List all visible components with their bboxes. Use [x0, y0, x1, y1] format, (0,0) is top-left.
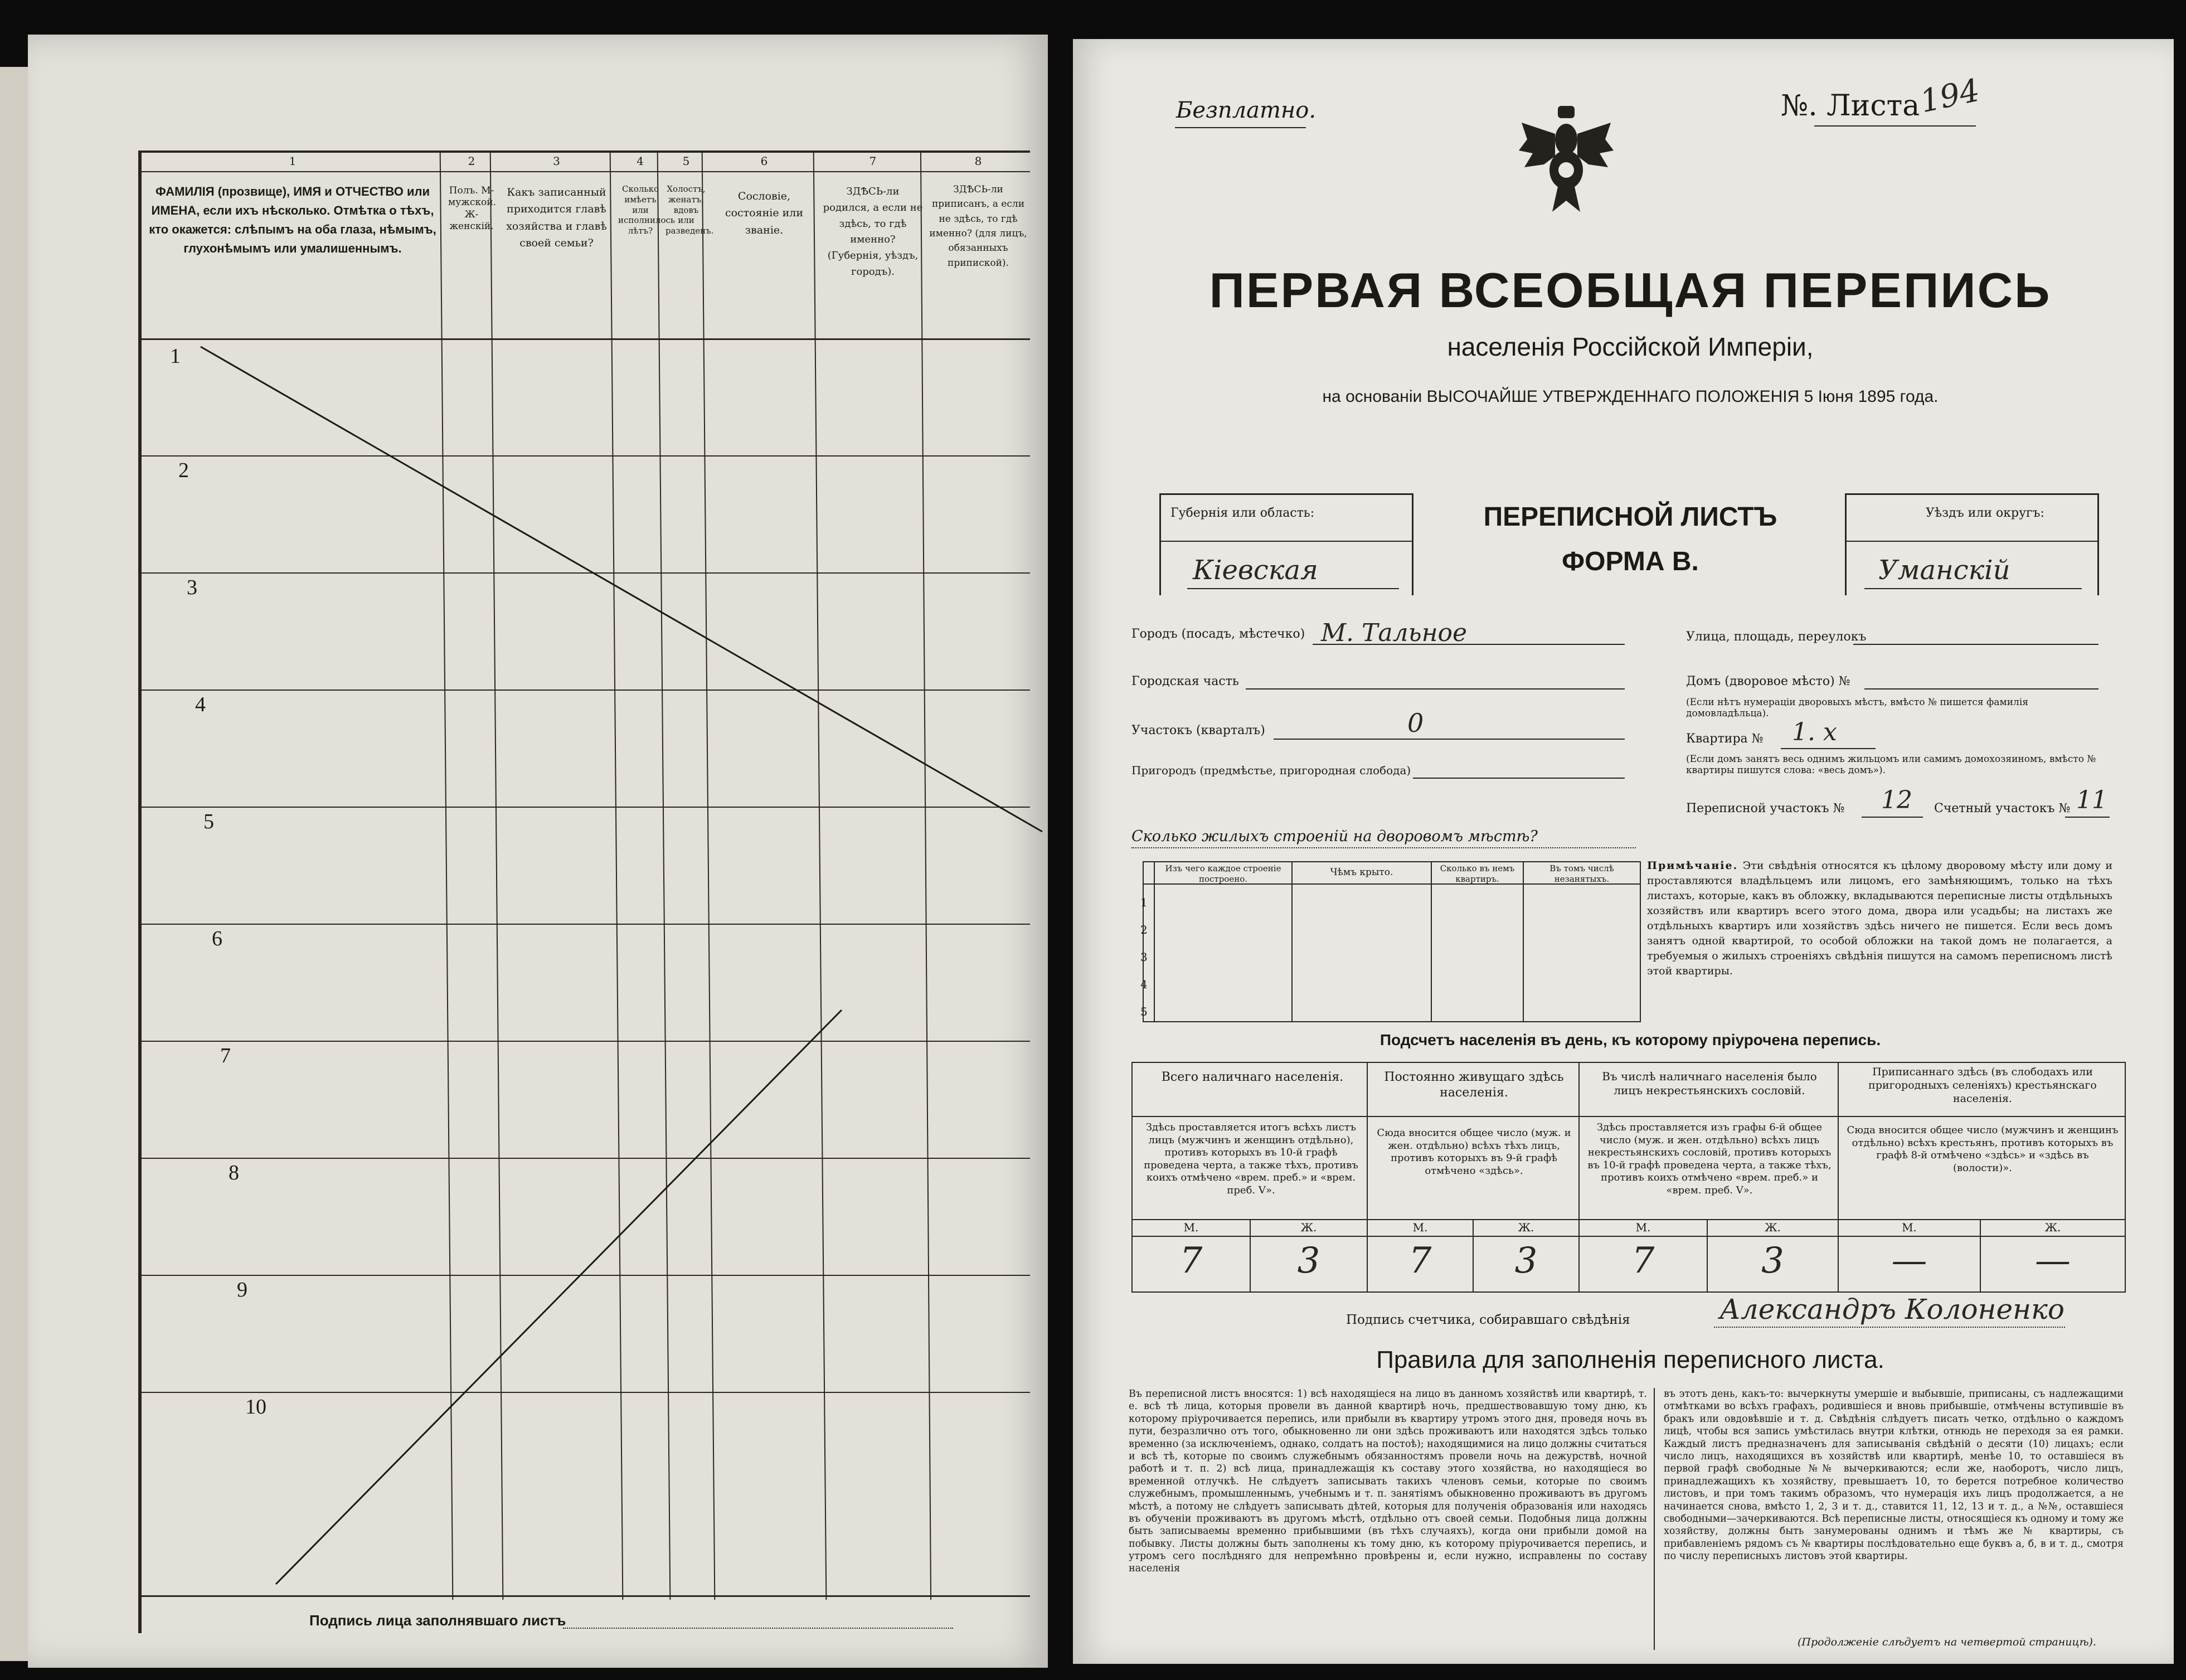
- population-value-non-peasant-female: 3: [1761, 1240, 1784, 1281]
- column-number: 1: [289, 154, 297, 168]
- column-number: 4: [637, 154, 644, 168]
- buildings-underline: [1131, 847, 1636, 848]
- province-separator: [1159, 541, 1413, 542]
- buildings-header-apartments: Сколько въ немъ квартиръ.: [1440, 863, 1515, 884]
- collector-signature: Александръ Колоненко: [1719, 1293, 2064, 1325]
- strike-through-lines: [28, 35, 1048, 1668]
- column-number: 7: [869, 154, 877, 168]
- population-title: Подсчетъ населенія въ день, къ которому пріурочена перепись.: [1379, 1031, 1881, 1048]
- rules-title: Правила для заполненія переписного листа.: [1376, 1346, 1884, 1373]
- plot-underline: [1274, 739, 1625, 740]
- street-label: Улица, площадь, переулокъ: [1686, 630, 1867, 644]
- buildings-header-roof: Чѣмъ крыто.: [1330, 867, 1393, 878]
- apartment-underline: [1781, 748, 1876, 749]
- plot-label: Участокъ (кварталъ): [1131, 724, 1265, 737]
- town-label: Городъ (посадъ, мѣстечко): [1131, 627, 1305, 641]
- town-underline: [1313, 644, 1625, 645]
- signature-label: Подпись лица заполнявшаго листъ: [309, 1612, 566, 1629]
- population-value-peasant-female: —: [2035, 1240, 2071, 1281]
- count-district-label: Счетный участокъ №: [1934, 802, 2071, 815]
- house-label: Домъ (дворовое мѣсто) №: [1686, 674, 1850, 688]
- sex-label: Ж.: [1518, 1221, 1534, 1234]
- population-instruction: Здѣсь проставляется итогъ всѣхъ листъ лицъ (мужчинъ и женщинъ отдѣльно), противъ которыхъ въ 10-й графѣ проведена черта, а также тѣхъ, противъ коихъ отмѣчено «врем. преб.» и «врем. преб. V».: [1144, 1121, 1358, 1196]
- column-header-birthplace: ЗДѢСЬ-ли родился, а если не здѣсь, то гдѣ именно? (Губернія, уѣздъ, городъ).: [823, 186, 923, 278]
- buildings-row-number: 4: [1140, 978, 1148, 991]
- rules-left-column: Въ переписной листъ вносятся: 1) всѣ находящіеся на лицо въ данномъ хозяйствѣ или квартирѣ, т. е. всѣ тѣ лица, которыя провели въ данной квартирѣ ночь, предшествовавшую тому дню, къ которому пріурочивается перепись, или прибыли въ квартиру утромъ этого дня, проведя ночь въ пути, безразлично отъ того, обыкновенно ли они здѣсь проживаютъ или находятся здѣсь только временно (за исключеніемъ, однако, солдатъ на постоѣ); находящимися на лицо должны считаться и всѣ тѣ, которые по своимъ служебнымъ обязанностямъ провели ночь на дежурствѣ, ночной работѣ и т. п. 2) всѣ лица, принадлежащія къ составу этого хозяйства, но находящіеся во временной отлучкѣ. Не слѣдуетъ записывать такихъ членовъ семьи, которые по своимъ служебнымъ, промышленнымъ, учебнымъ и т. п. занятіямъ обыкновенно проживаютъ въ другомъ мѣстѣ, а потому не слѣдуетъ записывать дѣтей, которыя для полученія образованія или находясь въ обученіи проживаютъ въ другомъ мѣстѣ, отдѣльно отъ своей семьи. Подобныя лица должны быть записываемы временно прибывшими (въ тѣхъ случаяхъ), когда они прибыли домой на побывку. Листы должны быть заполнены къ тому дню, къ которому пріурочивается перепись, и утромъ сего послѣдняго для непремѣнно провѣрены и, если нужно, исправлены по составу населенія: [1129, 1388, 1647, 1575]
- note-text: Эти свѣдѣнія относятся къ цѣлому дворовому мѣсту или дому и проставляются владѣльцемъ или лицомъ, его замѣняющимъ, только на тѣхъ листахъ, которые, какъ въ обложку, вкладываются переписные листы отдѣльныхъ хозяйствъ или квартиръ всего этого дома, двора или усадьбы; на листахъ же отдѣльныхъ квартиръ или хозяйствъ здѣсь ничего не пишется. Если весь домъ занятъ одной квартирой, то особой обложки на такой домъ не полагается, а требуемыя о жилыхъ строеніяхъ свѣдѣнія пишутся на самомъ переписномъ листѣ этой квартиры.: [1647, 860, 2112, 977]
- province-value: Кіевская: [1193, 555, 1318, 586]
- column-header-registration: ЗДѢСЬ-ли приписанъ, а если не здѣсь, то гдѣ именно? (для лицъ, обязанныхъ припиской).: [929, 184, 1027, 269]
- buildings-note: [1647, 858, 2112, 979]
- column-number: 8: [974, 154, 982, 168]
- buildings-header-vacant: Въ томъ числѣ незанятыхъ.: [1549, 863, 1614, 884]
- count-district-underline: [2065, 817, 2110, 818]
- sex-label: М.: [1183, 1221, 1199, 1234]
- population-header-permanent: Постоянно живущаго здѣсь населенія.: [1384, 1070, 1564, 1100]
- suburb-underline: [1413, 778, 1625, 779]
- province-label: Губернія или область:: [1170, 506, 1315, 520]
- apartment-label: Квартира №: [1686, 732, 1764, 746]
- population-header-non-peasant: Въ числѣ наличнаго населенія было лицъ некрестьянскихъ сословій.: [1602, 1070, 1817, 1097]
- rules-divider: [1654, 1388, 1655, 1650]
- signature-line: [563, 1628, 953, 1629]
- town-value: М. Тальное: [1321, 619, 1468, 647]
- population-value-total-male: 7: [1179, 1240, 1203, 1281]
- note-title: Примѣчаніе.: [1647, 860, 1738, 872]
- page-title: ПЕРВАЯ ВСЕОБЩАЯ ПЕРЕПИСЬ: [1209, 263, 2052, 318]
- row-number: 7: [220, 1044, 231, 1067]
- free-underline: [1175, 127, 1306, 128]
- row-number: 5: [203, 810, 214, 833]
- census-district-label: Переписной участокъ №: [1686, 802, 1845, 815]
- left-page: [28, 35, 1048, 1668]
- rules-right-column: въ этотъ день, какъ-то: вычеркнуты умершіе и выбывшіе, приписаны, съ надлежащими отмѣтками во всѣхъ графахъ, родившіеся и вновь прибывшіе, отмѣчены вступившіе въ бракъ или овдовѣвшіе и т. д. Свѣдѣнія слѣдуетъ писать четко, отдѣльно о каждомъ лицѣ, чтобы вся запись умѣстилась внутри клѣтки, отнюдь не переходя за ея рамки. Каждый листъ предназначенъ для записыванія свѣдѣній о десяти (10) лицахъ; если число лицъ, находящихся въ хозяйствѣ или квартирѣ, менѣе 10, то оставшіеся въ первой графѣ свободные №№ вычеркиваются; если же, наоборотъ, число лицъ, принадлежащихъ къ хозяйству, превышаетъ 10, то берется потребное количество листовъ, и при томъ такимъ образомъ, что нумерація ихъ лицъ продолжается, а не начинается снова, вмѣсто 1, 2, 3 и т. д., ставится 11, 12, 13 и т. д., а №№, оставшіеся свободными—зачеркиваются. Всѣ переписные листы, относящіеся къ одному и тому же хозяйству, должны быть занумерованы однимъ и тѣмъ же № квартиры, съ прибавленіемъ рядомъ съ № квартиры послѣдовательно еще буквъ а, б, в и т. д., смотря по числу переписныхъ листовъ этой квартиры.: [1664, 1388, 2124, 1562]
- buildings-row-number: 5: [1140, 1005, 1148, 1018]
- imperial-eagle-icon: [1519, 106, 1614, 217]
- sheet-number-underline: [1814, 125, 1976, 127]
- page-subtitle: населенія Россійской Имперіи,: [1447, 332, 1814, 361]
- district-value: Уманскій: [1878, 555, 2010, 586]
- city-part-label: Городская часть: [1131, 674, 1239, 688]
- collector-label: Подпись счетчика, собиравшаго свѣдѣнія: [1346, 1313, 1630, 1327]
- city-part-underline: [1246, 688, 1625, 690]
- column-header-name: ФАМИЛІЯ (прозвище), ИМЯ и ОТЧЕСТВО или ИМЕНА, если ихъ нѣсколько. Отмѣтка о тѣхъ, кто окажется: слѣпымъ на оба глаза, нѣмымъ, глухонѣмымъ или умалишеннымъ.: [149, 184, 436, 256]
- column-header-estate: Сословіе, состояніе или званіе.: [725, 190, 804, 236]
- plot-value: 0: [1407, 708, 1424, 738]
- population-instruction: Сюда вносится общее число (мужчинъ и женщинъ отдѣльно) всѣхъ крестьянъ, противъ которыхъ въ графѣ 8-й отмѣчено «здѣсь» и «здѣсь въ (волости)».: [1847, 1124, 2119, 1174]
- column-header-age: Сколько имѣетъ или исполнилось лѣтъ?: [618, 184, 676, 236]
- right-page: [1073, 39, 2174, 1664]
- population-instruction: Сюда вносится общее число (муж. и жен. отдѣльно) всѣхъ тѣхъ лицъ, противъ которыхъ въ 9-й графѣ отмѣчено «здѣсь».: [1377, 1127, 1571, 1177]
- population-value-peasant-male: —: [1891, 1240, 1927, 1281]
- column-header-relation: Какъ записанный приходится главѣ хозяйства и главѣ своей семьи?: [506, 186, 607, 250]
- row-number: 3: [187, 576, 197, 599]
- row-number: 10: [245, 1395, 266, 1419]
- apartment-value: 1. х: [1792, 718, 1837, 746]
- rules-continued-note: (Продолженіе слѣдуетъ на четвертой страницѣ).: [1798, 1636, 2096, 1648]
- population-header-total: Всего наличнаго населенія.: [1161, 1070, 1344, 1084]
- sex-label: М.: [1412, 1221, 1428, 1234]
- column-header-sex: Полъ. М-мужской. Ж-женскій.: [448, 185, 496, 232]
- suburb-label: Пригородъ (предмѣстье, пригородная слобода): [1131, 764, 1411, 777]
- house-note: (Если нѣтъ нумераціи дворовыхъ мѣстъ, вмѣсто № пишется фамилія домовладѣльца).: [1686, 697, 2029, 719]
- free-label: Безплатно.: [1176, 98, 1317, 123]
- row-number: 6: [212, 927, 222, 950]
- population-value-non-peasant-male: 7: [1631, 1240, 1655, 1281]
- population-table: [1131, 1062, 2126, 1293]
- column-number: 2: [468, 154, 475, 168]
- column-header-marital: Холостъ, женатъ, вдовъ или разведенъ.: [665, 184, 714, 236]
- legal-basis: на основаніи ВЫСОЧАЙШЕ УТВЕРЖДЕННАГО ПОЛОЖЕНІЯ 5 Іюня 1895 года.: [1322, 387, 1939, 406]
- row-number: 1: [170, 344, 181, 368]
- apartment-note: (Если домъ занятъ весь однимъ жильцомъ или самимъ домохозяиномъ, вмѣсто № квартиры пишутся слова: «весь домъ»).: [1686, 754, 2096, 776]
- buildings-question: Сколько жилыхъ строеній на дворовомъ мѣстѣ?: [1131, 828, 1538, 845]
- buildings-row-number: 1: [1140, 896, 1148, 909]
- form-letter: ФОРМА В.: [1562, 547, 1699, 576]
- population-instruction: Здѣсь проставляется изъ графы 6-й общее число (муж. и жен. отдѣльно) всѣхъ лицъ некрестьянскихъ сословій, противъ которыхъ въ 10-й графѣ проведена черта, а также тѣхъ, противъ коихъ отмѣчено «врем. преб.» и «врем. преб. V».: [1587, 1121, 1832, 1196]
- column-number: 3: [553, 154, 560, 168]
- district-label: Уѣздъ или округъ:: [1926, 506, 2044, 520]
- street-underline: [1853, 644, 2098, 645]
- district-separator: [1845, 541, 2099, 542]
- population-header-peasant: Приписаннаго здѣсь (въ слободахъ или пригородныхъ селеніяхъ) крестьянскаго населенія.: [1868, 1066, 2097, 1105]
- census-district-value: 12: [1881, 786, 1912, 814]
- sex-label: Ж.: [1300, 1221, 1317, 1234]
- census-district-underline: [1862, 817, 1923, 818]
- sheet-number-label: №. Листа: [1781, 89, 1920, 123]
- row-number: 8: [229, 1161, 239, 1184]
- collector-underline: [1714, 1327, 2065, 1328]
- sheet-number-value: 194: [1917, 72, 1983, 120]
- column-number: 5: [682, 154, 690, 168]
- population-value-permanent-male: 7: [1408, 1240, 1432, 1281]
- sex-label: Ж.: [2044, 1221, 2061, 1234]
- buildings-header-material: Изъ чего каждое строеніе построено.: [1165, 863, 1281, 884]
- form-title: ПЕРЕПИСНОЙ ЛИСТЪ: [1483, 502, 1777, 532]
- district-underline: [1864, 588, 2082, 589]
- population-value-total-female: 3: [1297, 1240, 1320, 1281]
- population-value-permanent-female: 3: [1514, 1240, 1538, 1281]
- sex-label: М.: [1902, 1221, 1917, 1234]
- province-underline: [1187, 588, 1399, 589]
- buildings-row-number: 3: [1140, 950, 1148, 964]
- row-number: 4: [195, 693, 206, 716]
- column-number: 6: [760, 154, 768, 168]
- buildings-row-number: 2: [1140, 923, 1148, 936]
- count-district-value: 11: [2076, 786, 2107, 814]
- sex-label: М.: [1635, 1221, 1651, 1234]
- sex-label: Ж.: [1765, 1221, 1781, 1234]
- house-underline: [1864, 688, 2098, 690]
- row-number: 2: [178, 459, 189, 482]
- buildings-table: [1140, 861, 1641, 1022]
- row-number: 9: [237, 1278, 247, 1302]
